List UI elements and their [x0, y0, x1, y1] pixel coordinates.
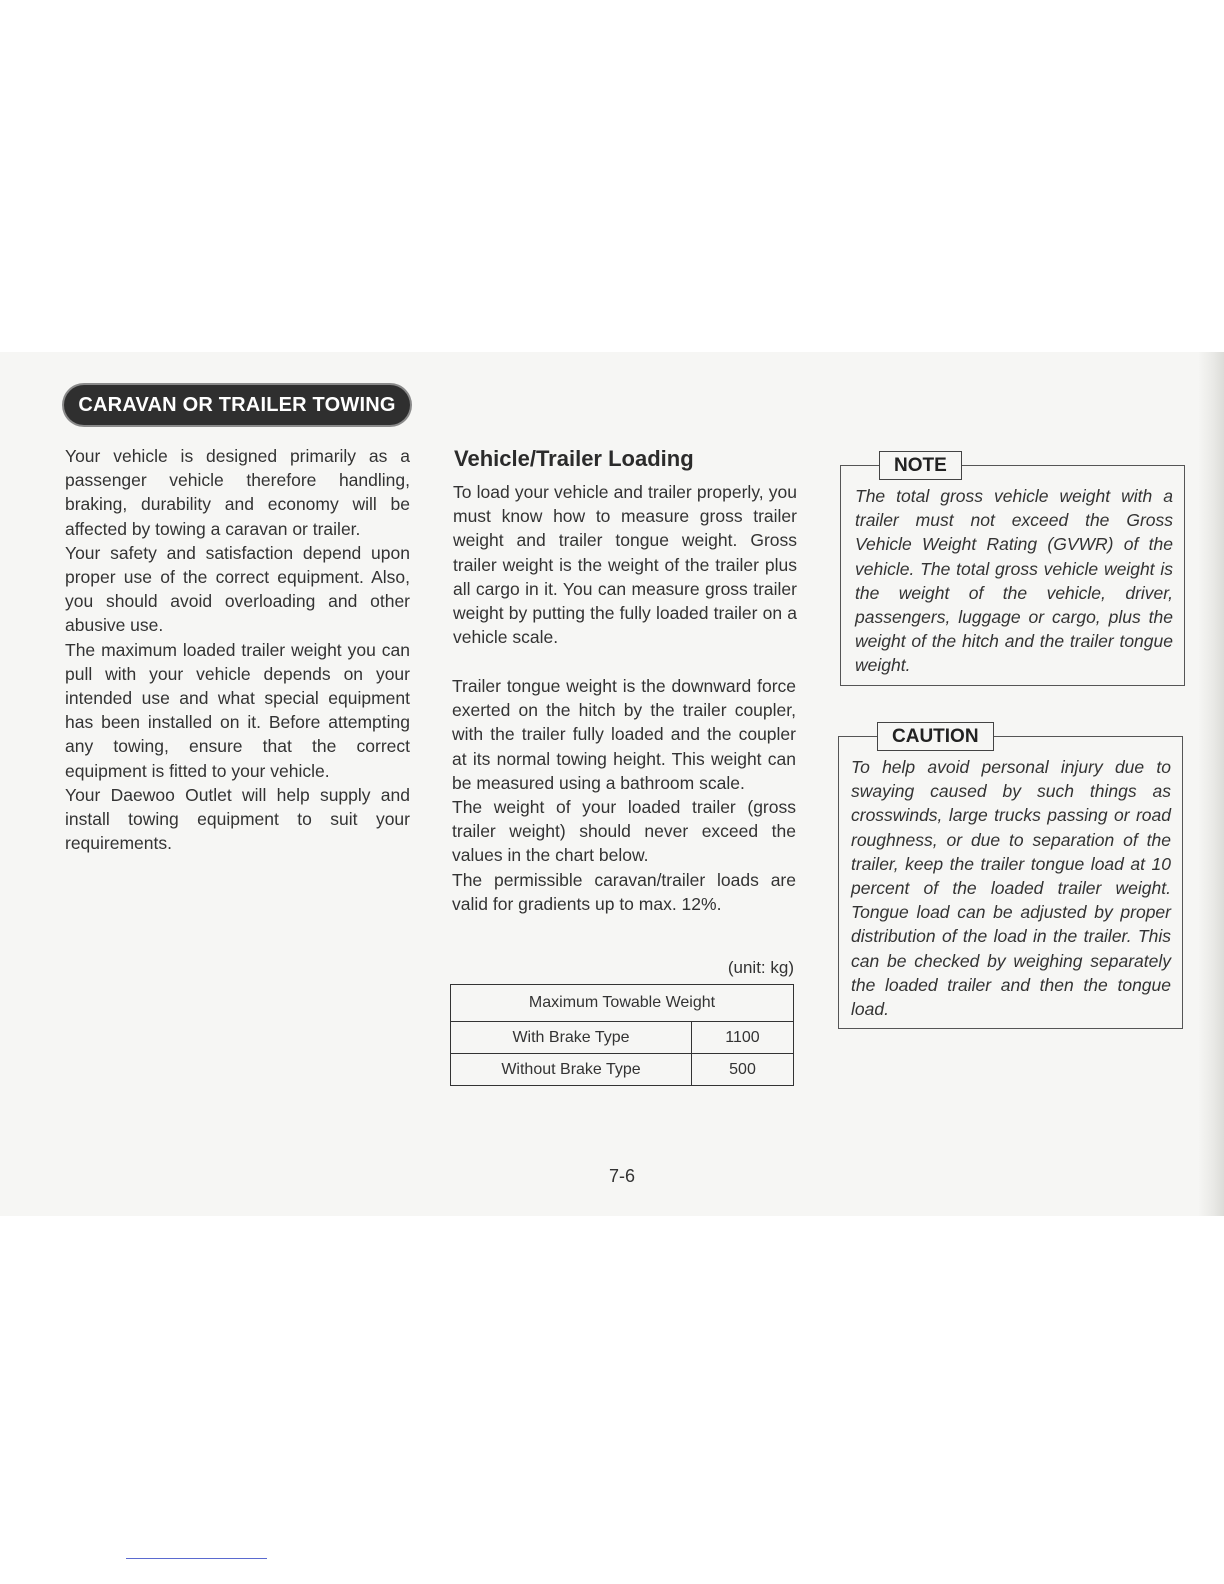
intro-paragraph: The maximum loaded trailer weight you can pull with your vehicle depends on your intended use and what special equipment has been installed on it. Before attempting any towing, ensure that the correct equipment is fitted to your vehicle.: [65, 639, 410, 781]
page-number: 7-6: [608, 1166, 635, 1186]
table-cell-value: 1100: [692, 1022, 794, 1054]
section-title-badge: CARAVAN OR TRAILER TOWING: [64, 385, 410, 425]
loading-text-tongue: [452, 674, 796, 916]
loading-paragraph: To load your vehicle and trailer properly, you must know how to measure gross trailer weight and trailer tongue weight. Gross trailer weight is the weight of the trailer plus all cargo in it. You can measure gross trailer weight by putting the fully loaded trailer on a vehicle scale.: [453, 482, 797, 648]
note-text: The total gross vehicle weight with a trailer must not exceed the Gross Vehicle Weight Rating (GVWR) of the vehicle. The total gross vehicle weight is the weight of the vehicle, driver, passengers, luggage or cargo, plus the weight of the hitch and the trailer tongue weight.: [855, 486, 1173, 676]
table-cell-label: Without Brake Type: [451, 1054, 692, 1086]
table-cell-label: With Brake Type: [451, 1022, 692, 1054]
footer-rule: [126, 1558, 267, 1559]
page-binding-edge: [1198, 352, 1224, 1216]
intro-text: [65, 444, 410, 855]
caution-box: [838, 726, 1183, 1029]
caution-label: CAUTION: [877, 722, 994, 751]
loading-text-measure: [453, 480, 797, 649]
table-unit-label: (unit: kg): [727, 958, 794, 977]
loading-paragraph: Trailer tongue weight is the downward force exerted on the hitch by the trailer coupler, with the trailer fully loaded and the coupler at its normal towing height. This weight can be measured using a bathroom scale.: [452, 676, 796, 793]
loading-paragraph: The weight of your loaded trailer (gross trailer weight) should never exceed the values in the chart below.: [452, 797, 796, 866]
table-header-row: [451, 985, 794, 1022]
towable-weight-table: [450, 984, 794, 1086]
intro-paragraph: Your Daewoo Outlet will help supply and install towing equipment to suit your requirements.: [65, 784, 410, 854]
table-cell-value: 500: [692, 1054, 794, 1086]
intro-paragraph: Your safety and satisfaction depend upon proper use of the correct equipment. Also, you should avoid overloading and other abusive use.: [65, 542, 410, 636]
caution-text: To help avoid personal injury due to swaying caused by such things as crosswinds, large trucks passing or road roughness, or due to separation of the trailer, keep the trailer tongue load at 10 percent of the loaded trailer weight. Tongue load can be adjusted by proper distribution of the load in the trailer. This can be checked by weighing separately the loaded trailer and then the tongue load.: [851, 757, 1171, 1020]
note-box: [840, 455, 1185, 686]
table-header-cell: Maximum Towable Weight: [451, 985, 794, 1022]
table-row: [451, 1022, 794, 1054]
table-row: [451, 1054, 794, 1086]
loading-paragraph: The permissible caravan/trailer loads are valid for gradients up to max. 12%.: [452, 869, 796, 914]
intro-paragraph: Your vehicle is designed primarily as a passenger vehicle therefore handling, braking, durability and economy will be affected by towing a caravan or trailer.: [65, 446, 410, 539]
note-label: NOTE: [879, 451, 962, 480]
loading-heading: Vehicle/Trailer Loading: [454, 446, 694, 471]
